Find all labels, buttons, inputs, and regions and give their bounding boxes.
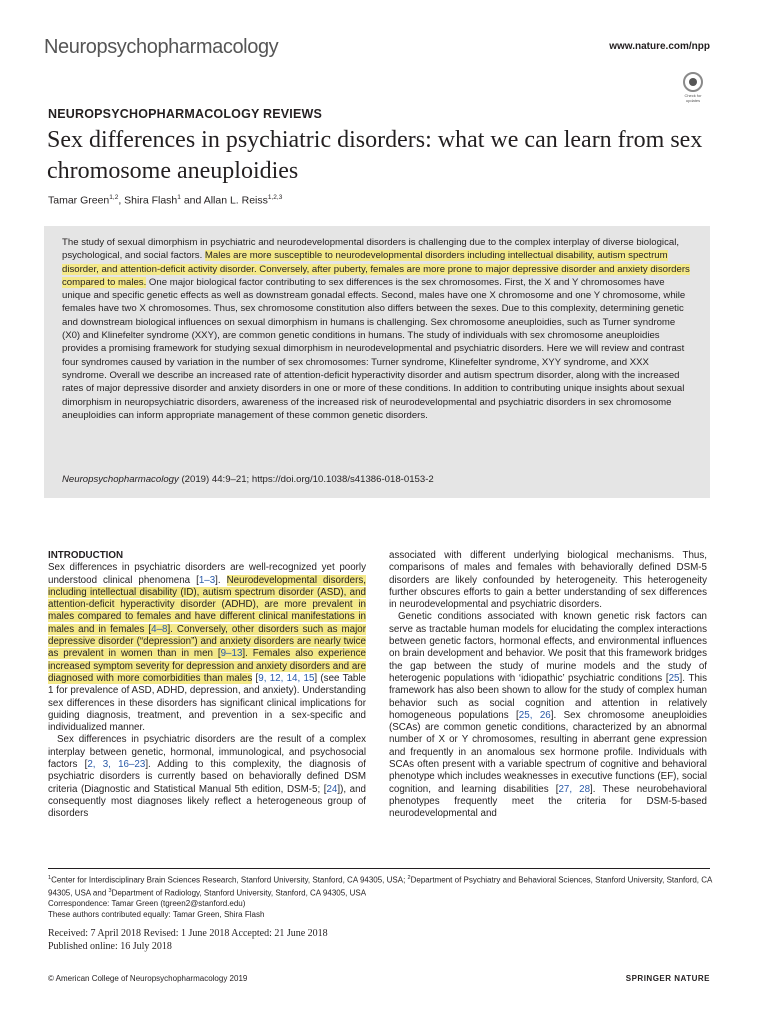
check-updates-icon <box>683 72 703 92</box>
abstract-text: The study of sexual dimorphism in psychiatric and neurodevelopmental disorders is challenging due to the complex interplay of diverse biological, psychological, and social factors. Males are more susceptible to neurodevelopmental disorders including intellectual disability, autism spectrum disorder, and attention-deficit activity disorder. Conversely, after puberty, females are more prone to major depressive disorder and anxiety disorders compared to males. One major biological factor contributing to sex differences is the sex chromosomes. First, the X and Y chromosomes have unique and specific genetic effects as well as downstream gonadal effects. Second, males have one X chromosome and one Y chromosome, while females have two X chromosomes. Thus, sex chromosome constitution also differs between the sexes. Due to this complexity, determining genetic and downstream biological influences on sexual dimorphism in humans is challenging. Sex chromosome aneuploidies, such as Turner syndrome (X0) and Klinefelter syndrome (XXY), are common genetic conditions in humans. The study of individuals with sex chromosome aneuploidies provides a promising framework for studying sexual dimorphism in neurodevelopmental and psychiatric disorders. Here we will review and contrast four syndromes caused by variation in the number of sex chromosomes: Turner syndrome, Klinefelter syndrome, XYY syndrome, and XXX syndrome. Overall we describe an increased rate of attention-deficit hyperactivity disorder and autism spectrum disorder, along with the increased rates of major depressive disorder and anxiety disorders in one or more of these conditions. In addition to contributing unique insights about sexual dimorphism in neuropsychiatric disorders, awareness of the increased risk of neurodevelopmental and psychiatric disorders in sex chromosome aneuploidies can inform appropriate management of these common genetic disorders. <box>62 237 690 421</box>
author-affiliation: 1 <box>177 194 181 201</box>
highlighted-text: Males are more susceptible to neurodevelopmental disorders including intellectual disability, autism spectrum disorder, and attention-deficit activity disorder. Conversely, after puberty, females are more prone to major depressive disorder and anxiety disorders compared to males. <box>62 250 690 288</box>
abstract-box <box>44 226 710 498</box>
equal-contribution-note: These authors contributed equally: Tamar Green, Shira Flash <box>48 909 265 919</box>
reference-link[interactable]: 2, 3, 16–23 <box>87 759 146 771</box>
article-title: Sex differences in psychiatric disorders: what we can learn from sex chromosome aneuploidies <box>47 127 703 184</box>
author-affiliation: 1,2 <box>109 194 119 201</box>
reference-link[interactable]: 24 <box>326 783 338 795</box>
reference-link[interactable]: 9–13 <box>220 648 243 660</box>
body-paragraph: Sex differences in psychiatric disorders are well-recognized yet poorly understood clinical phenomena [1–3]. Neurodevelopmental disorders, including intellectual disability (ID), autism spectrum disorder (ASD), and attention-deficit hyperactivity disorder (ADHD), are more prevalent in males compared to females and have different clinical manifestations in males and in females [4–8]. Conversely, other disorders such as major depressive disorder (“depression”) and anxiety disorders are nearly twice as prevalent in women than in men [9–13]. Females also experience increased symptom severity for depression and anxiety disorders and are diagnosed with more comorbidities than males [9, 12, 14, 15] (see Table 1 for prevalence of ASD, ADHD, depression, and anxiety). Understanding sex differences in these disorders has significant clinical implications for guiding diagnosis, treatment, and prevention in a sex-specific and individualized manner. <box>48 562 367 734</box>
copyright-notice: © American College of Neuropsychopharmacology 2019 <box>48 974 248 983</box>
author-affiliation: 1,2,3 <box>267 194 283 201</box>
footnote-divider <box>48 868 710 869</box>
section-label: NEUROPSYCHOPHARMACOLOGY REVIEWS <box>48 107 323 121</box>
doi-link[interactable]: (2019) 44:9–21; https://doi.org/10.1038/s41386-018-0153-2 <box>178 474 434 485</box>
author-name[interactable]: Tamar Green <box>48 194 110 207</box>
body-paragraph: Sex differences in psychiatric disorders are the result of a complex interplay between genetic, hormonal, immunological, and psychosocial factors [2, 3, 16–23]. Adding to this complexity, the diagnosis of psychiatric disorders is currently based on behaviorally defined DSM criteria (Diagnostic and Statistical Manual 5th edition, DSM-5; [24]), and consequently most diagnoses likely reflect a heterogeneous group of disorders <box>48 734 366 820</box>
author-name[interactable]: Allan L. Reiss <box>203 194 268 207</box>
published-date: Published online: 16 July 2018 <box>48 940 172 952</box>
footnotes <box>48 873 712 920</box>
body-paragraph: Genetic conditions associated with known genetic risk factors can serve as tractable human models for elucidating the complex interactions between genetic factors, hormonal effects, and environmental influences on brain development and behavior. We posit that this framework bridges the gap between the study of murine models and the study of heterogenic populations with ‘idiopathic’ psychiatric conditions [25]. This framework has also been shown to allow for the study of complex human behavior such as social cognition and attention in relatively homogeneous populations [25, 26]. Sex chromosome aneuploidies (SCAs) are common genetic conditions, characterized by an abnormal number of X or Y chromosomes, resulting in aberrant gene expression and frequently in an anomalous sex hormone profile. Individuals with SCAs often present with a variable spectrum of cognitive and behavioral phenotype which includes weaknesses in executive functions (EF), social cognition, and learning disabilities [27, 28]. These neurobehavioral phenotypes frequently meet the criteria for DSM-5-based neurodevelopmental and <box>389 611 708 820</box>
highlighted-text: Neurodevelopmental disorders, including intellectual disability (ID), autism spectrum disorder (ASD), and attention-deficit hyperactivity disorder (ADHD), are more prevalent in males compared to females and have different clinical manifestations in males and in females [4–8]. Conversely, other disorders such as major depressive disorder (“depression”) and anxiety disorders are nearly twice as prevalent in women than in men [9–13]. Females also experience increased symptom severity for depression and anxiety disorders and are diagnosed with more comorbidities than males <box>48 574 367 684</box>
reference-link[interactable]: 25, 26 <box>518 709 551 721</box>
check-for-updates-button[interactable] <box>678 72 708 104</box>
journal-url-link[interactable]: www.nature.com/npp <box>609 41 710 52</box>
journal-name: Neuropsychopharmacology <box>44 36 279 58</box>
check-updates-label: Check for updates <box>684 93 702 103</box>
author-separator: and <box>180 194 204 207</box>
affiliations: $^1$Center for Interdisciplinary Brain Sciences Research, Stanford University, Stanford, CA 94305, USA; $^2$Department of Psychiatry and Behavioral Sciences, Stanford University, Stanford, CA 94305, USA and $^3$Department of Radiology, Stanford University, Stanford, CA 94305, USA <box>48 875 712 898</box>
author-separator: , <box>118 194 125 207</box>
reference-link[interactable]: 9, 12, 14, 15 <box>258 672 315 684</box>
section-heading-introduction: INTRODUCTION <box>48 550 124 561</box>
reference-link[interactable]: 27, 28 <box>558 783 591 795</box>
article-dates <box>48 928 328 953</box>
body-paragraph: associated with different underlying biological mechanisms. Thus, comparisons of males and females with behaviorally defined DSM-5 disorders are likely confounded by heterogeneity. This heterogeneity further obscures efforts to gain a better understanding of sex differences in neurodevelopmental and psychiatric disorders. <box>389 550 707 611</box>
reference-link[interactable]: 4–8 <box>151 623 168 635</box>
body-column-right <box>389 550 707 821</box>
correspondence[interactable]: Correspondence: Tamar Green (tgreen2@stanford.edu) <box>48 899 246 909</box>
author-name[interactable]: Shira Flash <box>124 194 178 207</box>
body-column-left <box>48 550 366 821</box>
author-list <box>48 194 282 207</box>
reference-link[interactable]: 1–3 <box>198 574 216 586</box>
reference-link[interactable]: 25 <box>668 672 680 684</box>
received-dates: Received: 7 April 2018 Revised: 1 June 2018 Accepted: 21 June 2018 <box>48 928 328 939</box>
citation-line: Neuropsychopharmacology (2019) 44:9–21; https://doi.org/10.1038/s41386-018-0153-2 <box>62 474 434 485</box>
publisher-logo: SPRINGER NATURE <box>625 974 710 983</box>
